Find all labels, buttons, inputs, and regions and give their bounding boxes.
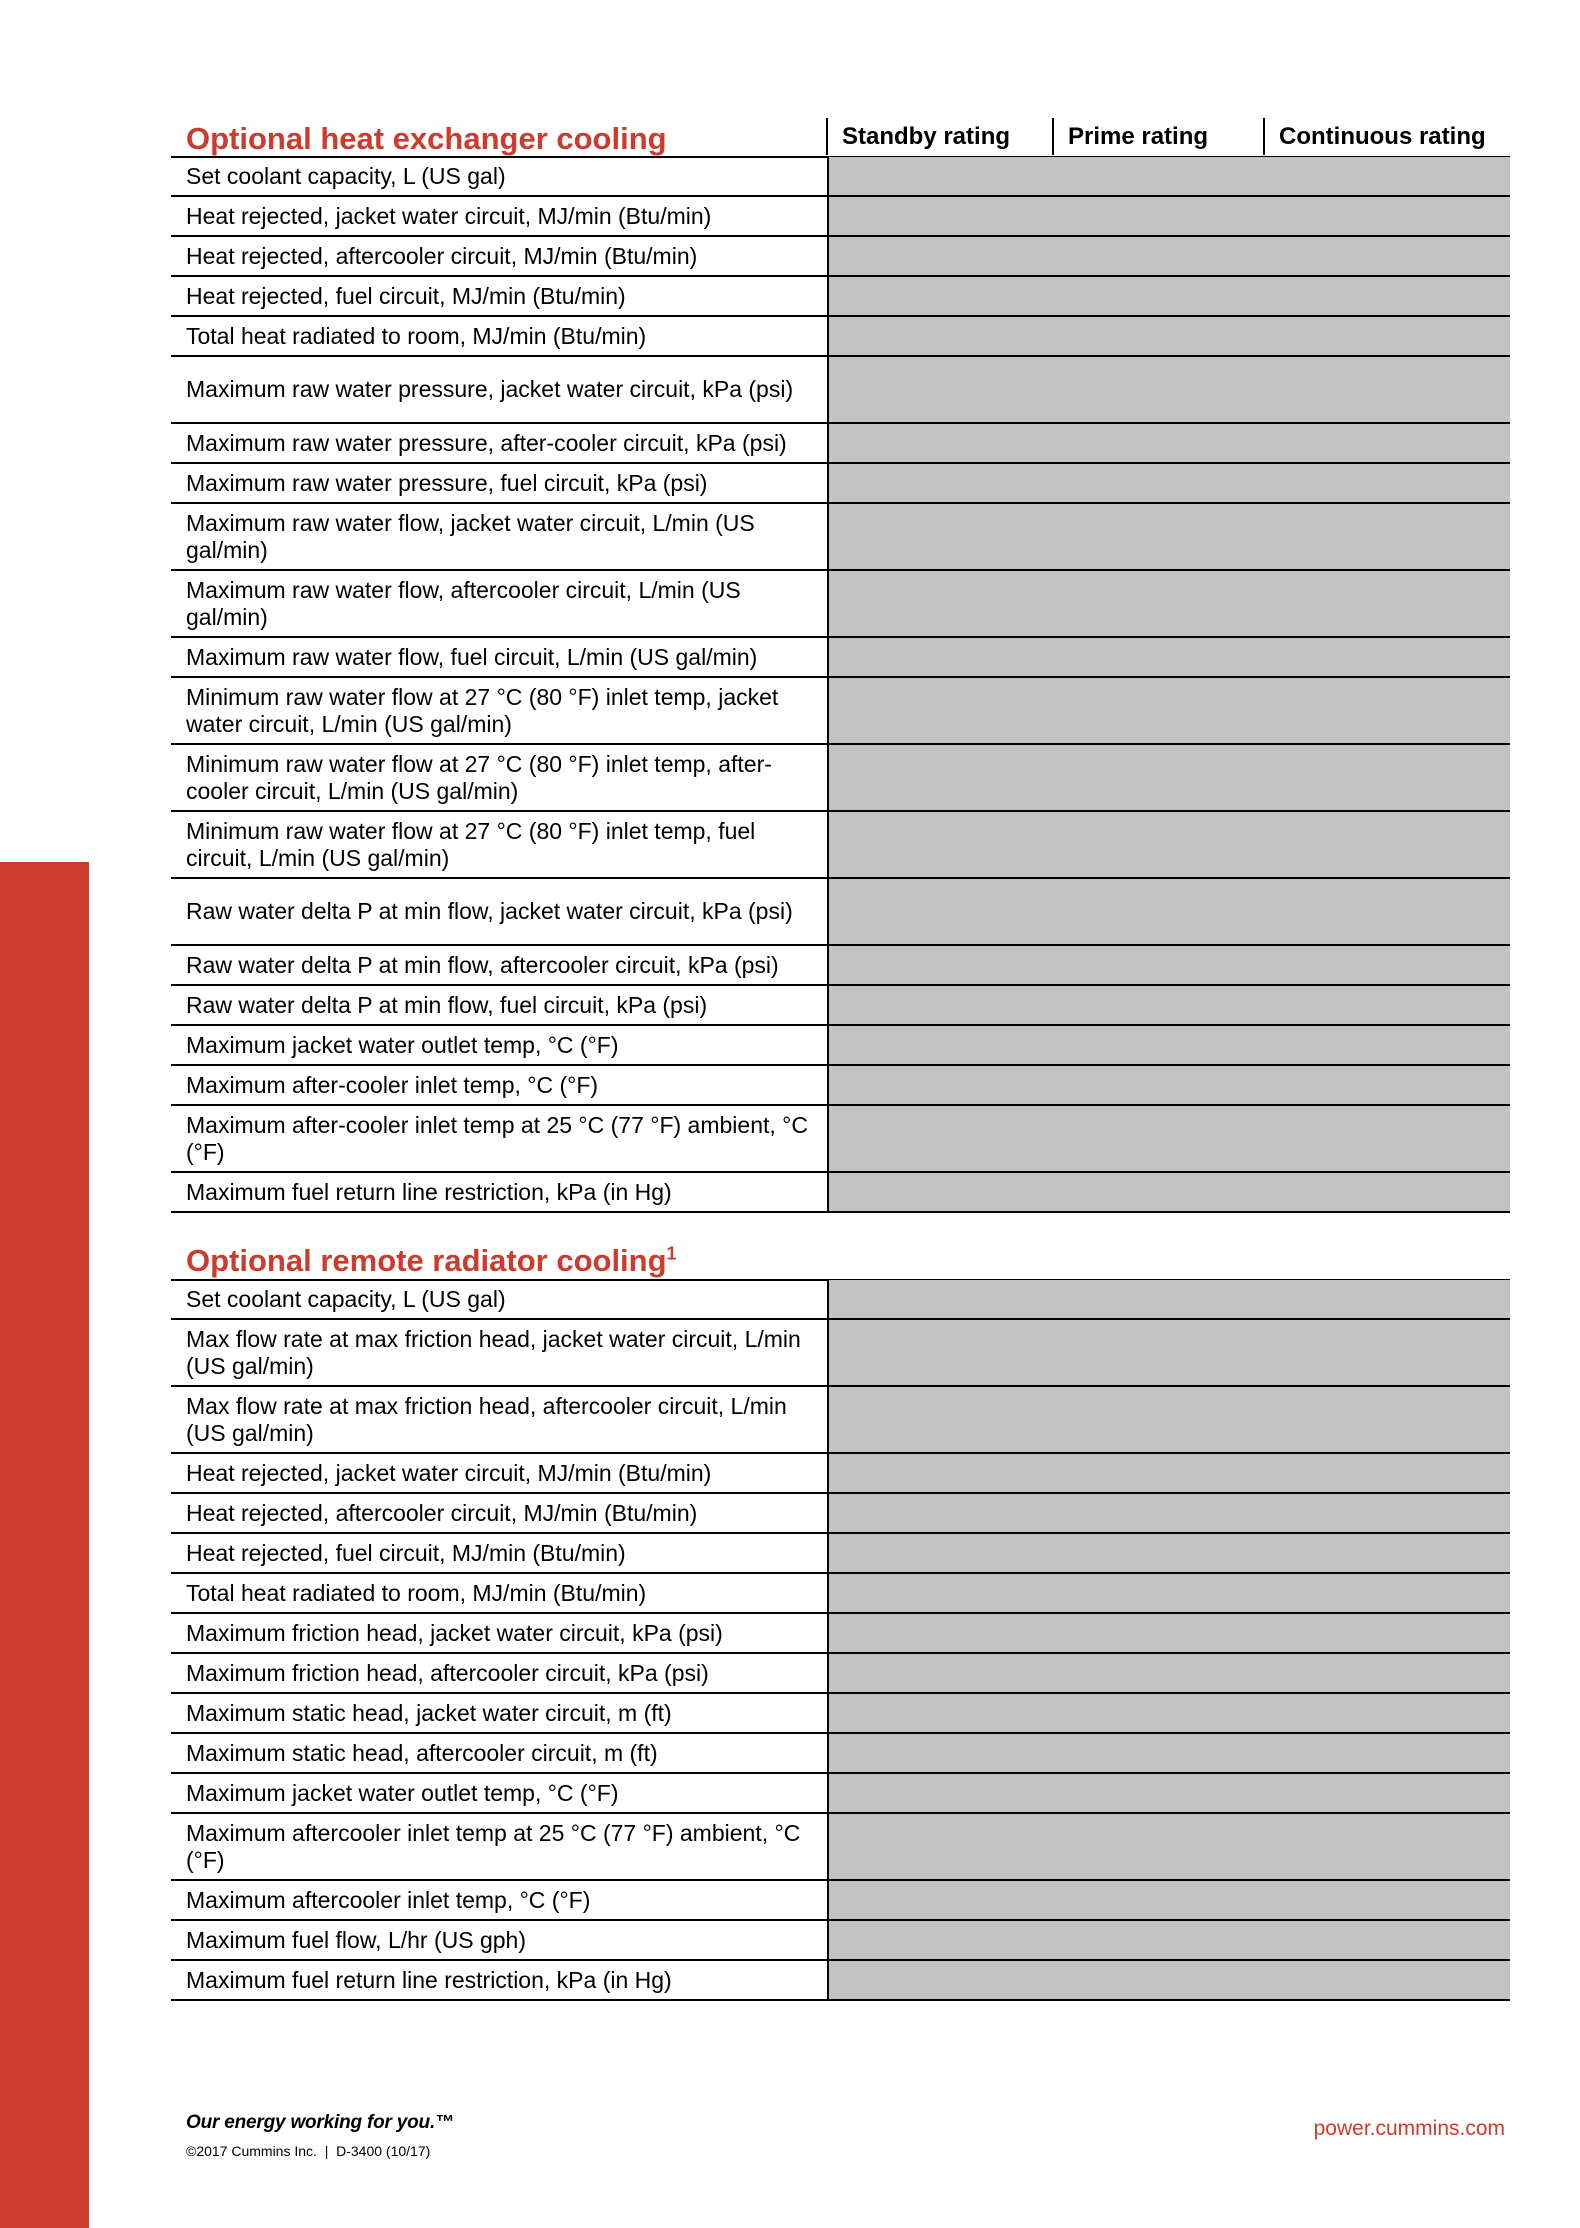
- value-cell: [828, 503, 1510, 570]
- value-cell: [828, 677, 1510, 744]
- table-row: [171, 1733, 1510, 1773]
- table-row: [171, 1960, 1510, 2000]
- row-label: Heat rejected, fuel circuit, MJ/min (Btu/min): [171, 1533, 828, 1573]
- table-row: [171, 1693, 1510, 1733]
- value-cell: [828, 1573, 1510, 1613]
- row-label: Heat rejected, jacket water circuit, MJ/min (Btu/min): [171, 196, 828, 236]
- row-label: Maximum raw water flow, fuel circuit, L/min (US gal/min): [171, 637, 828, 677]
- value-cell: [828, 570, 1510, 637]
- row-label: Maximum fuel return line restriction, kPa (in Hg): [171, 1172, 828, 1212]
- row-label: Raw water delta P at min flow, jacket water circuit, kPa (psi): [171, 878, 828, 945]
- row-label: Maximum raw water flow, jacket water circuit, L/min (US gal/min): [171, 503, 828, 570]
- table-row: [171, 1533, 1510, 1573]
- row-label: Max flow rate at max friction head, jacket water circuit, L/min (US gal/min): [171, 1319, 828, 1386]
- column-header-standby: Standby rating: [826, 118, 1052, 155]
- value-cell: [828, 1653, 1510, 1693]
- row-label: Maximum raw water pressure, fuel circuit, kPa (psi): [171, 463, 828, 503]
- row-label: Raw water delta P at min flow, fuel circuit, kPa (psi): [171, 985, 828, 1025]
- value-cell: [828, 1105, 1510, 1172]
- row-label: Maximum aftercooler inlet temp, °C (°F): [171, 1880, 828, 1920]
- table-row: [171, 878, 1510, 945]
- row-label: Maximum jacket water outlet temp, °C (°F): [171, 1025, 828, 1065]
- value-cell: [828, 1733, 1510, 1773]
- table-row: [171, 1773, 1510, 1813]
- table-row: [171, 1920, 1510, 1960]
- table-row: [171, 945, 1510, 985]
- table-row: [171, 1880, 1510, 1920]
- row-label: Heat rejected, fuel circuit, MJ/min (Btu/min): [171, 276, 828, 316]
- table-row: [171, 1493, 1510, 1533]
- row-label: Max flow rate at max friction head, aftercooler circuit, L/min (US gal/min): [171, 1386, 828, 1453]
- value-cell: [828, 1920, 1510, 1960]
- value-cell: [828, 985, 1510, 1025]
- value-cell: [828, 945, 1510, 985]
- row-label: Raw water delta P at min flow, aftercooler circuit, kPa (psi): [171, 945, 828, 985]
- table-row: [171, 570, 1510, 637]
- row-label: Maximum friction head, aftercooler circuit, kPa (psi): [171, 1653, 828, 1693]
- table-row: [171, 423, 1510, 463]
- table-row: [171, 463, 1510, 503]
- table-row: [171, 1386, 1510, 1453]
- heat-exchanger-table: [171, 157, 1510, 1213]
- table-row: [171, 637, 1510, 677]
- row-label: Set coolant capacity, L (US gal): [171, 157, 828, 196]
- table-row: [171, 196, 1510, 236]
- value-cell: [828, 1172, 1510, 1212]
- table-row: [171, 744, 1510, 811]
- side-accent-bar: [0, 862, 89, 2228]
- column-header-continuous: Continuous rating: [1263, 118, 1510, 155]
- row-label: Maximum jacket water outlet temp, °C (°F): [171, 1773, 828, 1813]
- row-label: Maximum friction head, jacket water circuit, kPa (psi): [171, 1613, 828, 1653]
- table-row: [171, 1065, 1510, 1105]
- table-row: [171, 503, 1510, 570]
- value-cell: [828, 356, 1510, 423]
- footer-tagline: Our energy working for you.™: [186, 2112, 454, 2133]
- value-cell: [828, 1493, 1510, 1533]
- remote-radiator-table: [171, 1280, 1510, 2001]
- row-label: Maximum static head, jacket water circuit, m (ft): [171, 1693, 828, 1733]
- table-row: [171, 1613, 1510, 1653]
- value-cell: [828, 1065, 1510, 1105]
- table-row: [171, 1280, 1510, 1319]
- value-cell: [828, 1613, 1510, 1653]
- value-cell: [828, 276, 1510, 316]
- row-label: Maximum fuel flow, L/hr (US gph): [171, 1920, 828, 1960]
- row-label: Total heat radiated to room, MJ/min (Btu/min): [171, 1573, 828, 1613]
- row-label: Maximum raw water flow, aftercooler circuit, L/min (US gal/min): [171, 570, 828, 637]
- table-row: [171, 316, 1510, 356]
- table-row: [171, 157, 1510, 196]
- table-row: [171, 236, 1510, 276]
- value-cell: [828, 878, 1510, 945]
- value-cell: [828, 1960, 1510, 2000]
- row-label: Minimum raw water flow at 27 °C (80 °F) inlet temp, fuel circuit, L/min (US gal/min): [171, 811, 828, 878]
- row-label: Minimum raw water flow at 27 °C (80 °F) inlet temp, after-cooler circuit, L/min (US gal/min): [171, 744, 828, 811]
- row-label: Maximum fuel return line restriction, kPa (in Hg): [171, 1960, 828, 2000]
- value-cell: [828, 1319, 1510, 1386]
- table-row: [171, 1653, 1510, 1693]
- row-label: Maximum raw water pressure, jacket water circuit, kPa (psi): [171, 356, 828, 423]
- value-cell: [828, 1813, 1510, 1880]
- row-label: Maximum after-cooler inlet temp, °C (°F): [171, 1065, 828, 1105]
- table-row: [171, 1453, 1510, 1493]
- value-cell: [828, 811, 1510, 878]
- table-row: [171, 356, 1510, 423]
- value-cell: [828, 236, 1510, 276]
- value-cell: [828, 1533, 1510, 1573]
- value-cell: [828, 637, 1510, 677]
- value-cell: [828, 463, 1510, 503]
- table-row: [171, 276, 1510, 316]
- value-cell: [828, 1025, 1510, 1065]
- table-row: [171, 1319, 1510, 1386]
- value-cell: [828, 1773, 1510, 1813]
- table-row: [171, 677, 1510, 744]
- table-row: [171, 1813, 1510, 1880]
- value-cell: [828, 1880, 1510, 1920]
- column-header-prime: Prime rating: [1052, 118, 1263, 155]
- row-label: Maximum aftercooler inlet temp at 25 °C (77 °F) ambient, °C (°F): [171, 1813, 828, 1880]
- value-cell: [828, 157, 1510, 196]
- row-label: Heat rejected, aftercooler circuit, MJ/min (Btu/min): [171, 236, 828, 276]
- table-row: [171, 1172, 1510, 1212]
- heat-exchanger-title: Optional heat exchanger cooling: [186, 121, 667, 156]
- value-cell: [828, 423, 1510, 463]
- table-row: [171, 811, 1510, 878]
- row-label: Total heat radiated to room, MJ/min (Btu/min): [171, 316, 828, 356]
- value-cell: [828, 1453, 1510, 1493]
- value-cell: [828, 1280, 1510, 1319]
- row-label: Maximum raw water pressure, after-cooler circuit, kPa (psi): [171, 423, 828, 463]
- footer-copyright: ©2017 Cummins Inc. | D-3400 (10/17): [186, 2143, 431, 2159]
- value-cell: [828, 316, 1510, 356]
- footer-website-link[interactable]: power.cummins.com: [1313, 2117, 1505, 2140]
- row-label: Set coolant capacity, L (US gal): [171, 1280, 828, 1319]
- table-row: [171, 1025, 1510, 1065]
- remote-radiator-title: Optional remote radiator cooling$^1$: [186, 1243, 677, 1278]
- table-row: [171, 985, 1510, 1025]
- value-cell: [828, 1693, 1510, 1733]
- footnote-marker: 1: [666, 1243, 677, 1264]
- table-row: [171, 1105, 1510, 1172]
- row-label: Minimum raw water flow at 27 °C (80 °F) inlet temp, jacket water circuit, L/min (US gal/min): [171, 677, 828, 744]
- row-label: Heat rejected, aftercooler circuit, MJ/min (Btu/min): [171, 1493, 828, 1533]
- value-cell: [828, 1386, 1510, 1453]
- row-label: Heat rejected, jacket water circuit, MJ/min (Btu/min): [171, 1453, 828, 1493]
- value-cell: [828, 196, 1510, 236]
- row-label: Maximum after-cooler inlet temp at 25 °C (77 °F) ambient, °C (°F): [171, 1105, 828, 1172]
- row-label: Maximum static head, aftercooler circuit, m (ft): [171, 1733, 828, 1773]
- value-cell: [828, 744, 1510, 811]
- table-row: [171, 1573, 1510, 1613]
